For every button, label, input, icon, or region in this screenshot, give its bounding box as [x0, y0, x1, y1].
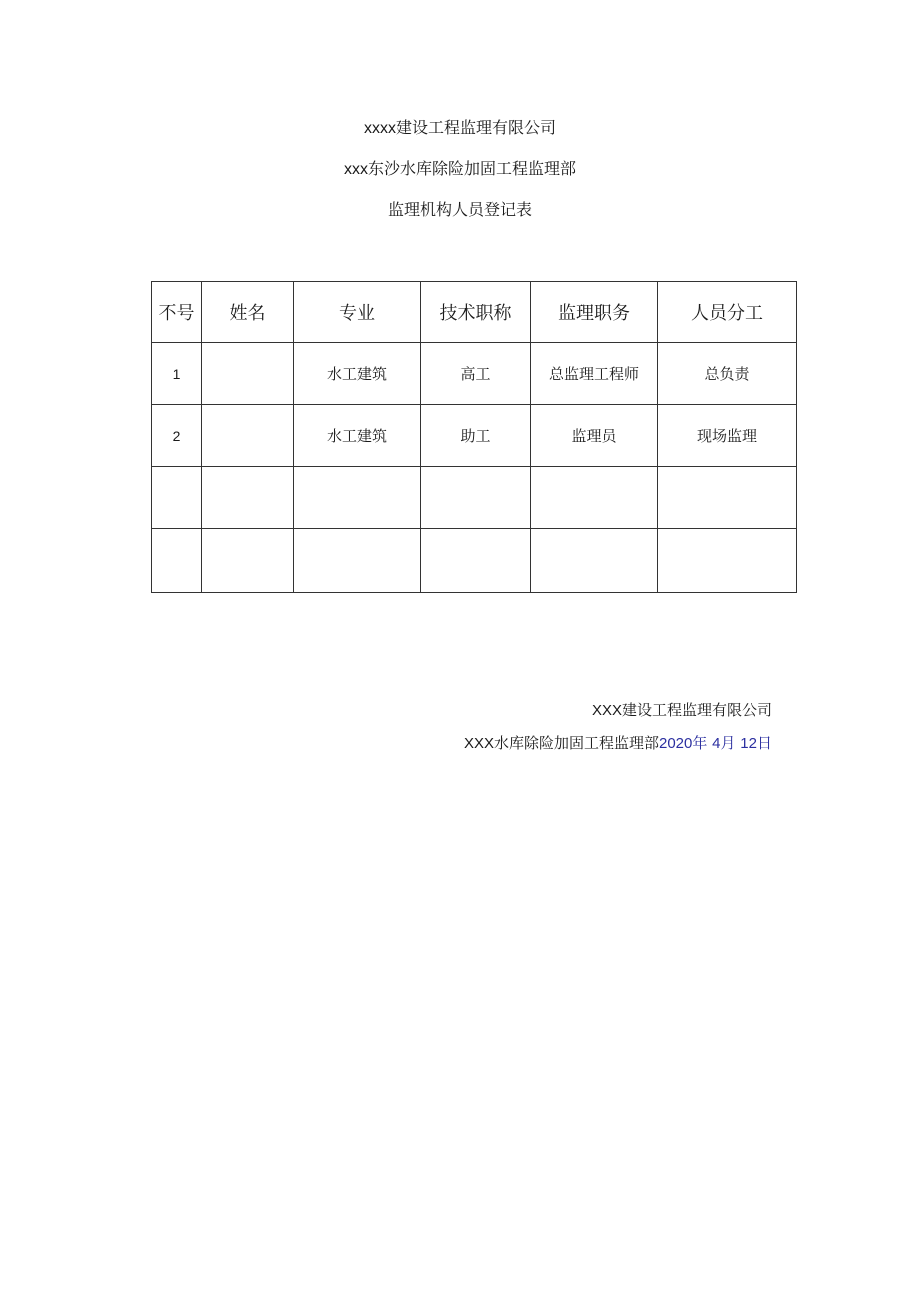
cell-number [152, 467, 202, 529]
cell-specialty [294, 467, 421, 529]
cell-supervision-role: 总监理工程师 [531, 343, 658, 405]
cell-specialty: 水工建筑 [294, 405, 421, 467]
personnel-table [151, 281, 797, 593]
table-row [152, 405, 797, 467]
cell-technical-title [421, 467, 531, 529]
date-month-suffix: 月 [720, 734, 736, 752]
cell-duty: 总负责 [658, 343, 797, 405]
department-title [0, 159, 920, 180]
cell-name [202, 467, 294, 529]
col-header-name: 姓名 [202, 282, 294, 343]
col-header-supervision-role: 监理职务 [531, 282, 658, 343]
date-year-suffix: 年 [692, 734, 708, 752]
cell-technical-title [421, 529, 531, 593]
date-day: 12 [740, 735, 757, 752]
company-title-prefix: xxxx [363, 120, 396, 137]
cell-supervision-role: 监理员 [531, 405, 658, 467]
date-day-suffix: 日 [756, 734, 772, 752]
cell-number: 2 [152, 405, 202, 467]
cell-technical-title: 助工 [421, 405, 531, 467]
signature-company-prefix: XXX [591, 702, 622, 719]
form-title: 监理机构人员登记表 [387, 200, 532, 219]
cell-name [202, 405, 294, 467]
cell-number [152, 529, 202, 593]
cell-name [202, 529, 294, 593]
cell-name [202, 343, 294, 405]
signature-date [659, 734, 772, 752]
signature-company [592, 700, 772, 721]
col-header-duty: 人员分工 [658, 282, 797, 343]
signature-company-name: 建设工程监理有限公司 [621, 701, 772, 719]
department-title-name: 东沙水库除险加固工程监理部 [367, 159, 576, 178]
date-month: 4 [712, 735, 721, 752]
col-header-specialty: 专业 [294, 282, 421, 343]
cell-supervision-role [531, 467, 658, 529]
col-header-technical-title: 技术职称 [421, 282, 531, 343]
table-row [152, 529, 797, 593]
table-row [152, 467, 797, 529]
cell-specialty: 水工建筑 [294, 343, 421, 405]
company-title-name: 建设工程监理有限公司 [395, 118, 556, 137]
cell-number: 1 [152, 343, 202, 405]
col-header-number: 不号 [152, 282, 202, 343]
date-year: 2020 [658, 735, 693, 752]
cell-duty: 现场监理 [658, 405, 797, 467]
signature-department-date [464, 733, 772, 754]
cell-duty [658, 467, 797, 529]
table-row [152, 343, 797, 405]
table-header-row [152, 282, 797, 343]
signature-dept-name: 水库除险加固工程监理部 [493, 734, 659, 752]
cell-supervision-role [531, 529, 658, 593]
company-title [0, 118, 920, 139]
cell-technical-title: 高工 [421, 343, 531, 405]
cell-specialty [294, 529, 421, 593]
department-title-prefix: xxx [343, 161, 368, 178]
cell-duty [658, 529, 797, 593]
signature-dept-prefix: XXX [463, 735, 494, 752]
